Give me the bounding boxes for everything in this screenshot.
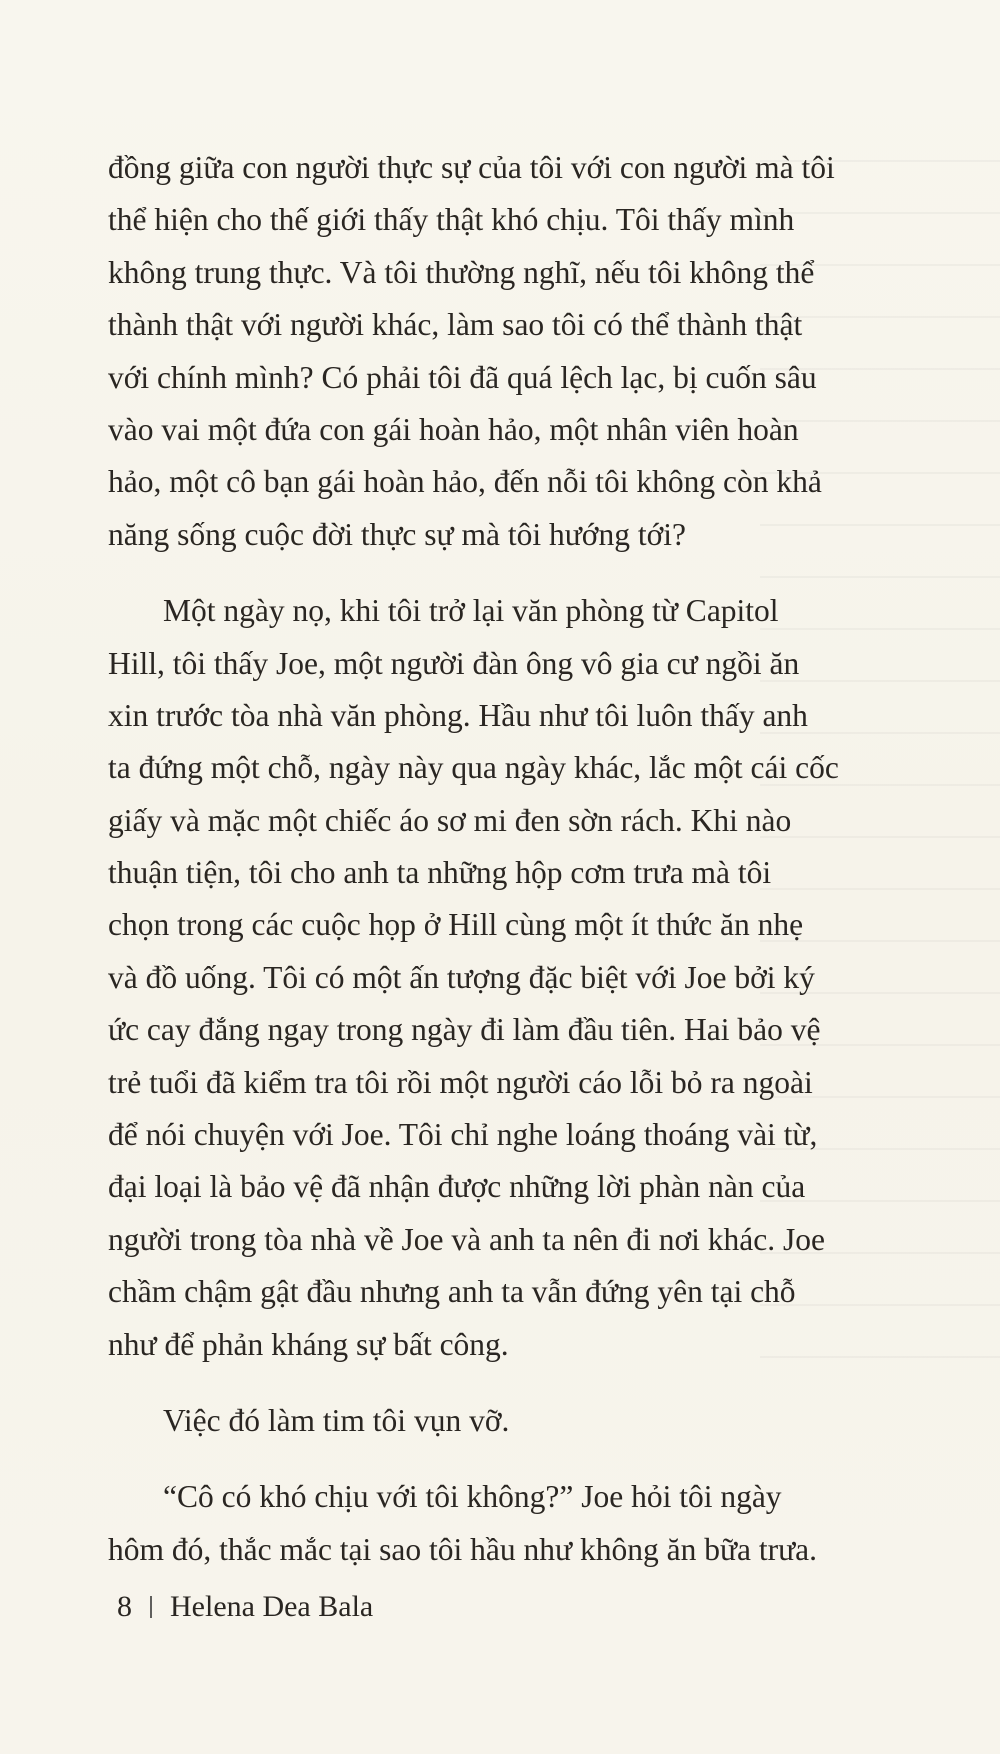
- paragraph-gap: [108, 561, 958, 585]
- text-line: thể hiện cho thế giới thấy thật khó chịu. Tôi thấy mình: [108, 202, 795, 238]
- text-line: hôm đó, thắc mắc tại sao tôi hầu như không ăn bữa trưa.: [108, 1531, 818, 1567]
- paragraph-continuation: [108, 142, 958, 561]
- text-line: để nói chuyện với Joe. Tôi chỉ nghe loáng thoáng vài từ,: [108, 1117, 818, 1153]
- text-line: không trung thực. Và tôi thường nghĩ, nếu tôi không thể: [108, 254, 815, 290]
- text-line: thuận tiện, tôi cho anh ta những hộp cơm trưa mà tôi: [108, 855, 772, 891]
- page-number: 8: [117, 1590, 132, 1623]
- text-line: Hill, tôi thấy Joe, một người đàn ông vô gia cư ngồi ăn: [108, 645, 800, 681]
- text-line: chọn trong các cuộc họp ở Hill cùng một ít thức ăn nhẹ: [108, 907, 804, 943]
- paragraph-joe: [108, 585, 958, 1371]
- paragraph-gap: [108, 1371, 958, 1395]
- text-line: chầm chậm gật đầu nhưng anh ta vẫn đứng yên tại chỗ: [108, 1274, 796, 1310]
- author-name: Helena Dea Bala: [170, 1590, 374, 1623]
- text-line: trẻ tuổi đã kiểm tra tôi rồi một người cáo lỗi bỏ ra ngoài: [108, 1064, 813, 1100]
- text-line: Việc đó làm tim tôi vụn vỡ.: [163, 1402, 510, 1438]
- paragraph-gap: [108, 1447, 958, 1471]
- paragraph-dialogue: [108, 1471, 958, 1576]
- footer-separator: [150, 1596, 152, 1618]
- text-line: vào vai một đứa con gái hoàn hảo, một nhân viên hoàn: [108, 411, 799, 447]
- text-line: năng sống cuộc đời thực sự mà tôi hướng tới?: [108, 516, 686, 552]
- page-footer: [117, 1590, 373, 1624]
- paragraph-heartbreak: [108, 1395, 958, 1447]
- body-text: [108, 142, 958, 1576]
- text-line: xin trước tòa nhà văn phòng. Hầu như tôi luôn thấy anh: [108, 697, 808, 733]
- text-line: thành thật với người khác, làm sao tôi có thể thành thật: [108, 307, 803, 343]
- text-line: ức cay đắng ngay trong ngày đi làm đầu tiên. Hai bảo vệ: [108, 1012, 821, 1048]
- text-line: người trong tòa nhà về Joe và anh ta nên đi nơi khác. Joe: [108, 1221, 825, 1257]
- text-line: đồng giữa con người thực sự của tôi với con người mà tôi: [108, 150, 835, 185]
- text-line: ta đứng một chỗ, ngày này qua ngày khác, lắc một cái cốc: [108, 750, 839, 786]
- text-line: như để phản kháng sự bất công.: [108, 1326, 509, 1362]
- text-line: hảo, một cô bạn gái hoàn hảo, đến nỗi tôi không còn khả: [108, 464, 822, 500]
- text-line: và đồ uống. Tôi có một ấn tượng đặc biệt với Joe bởi ký: [108, 959, 815, 995]
- text-line: Một ngày nọ, khi tôi trở lại văn phòng từ Capitol: [163, 593, 779, 629]
- text-line: đại loại là bảo vệ đã nhận được những lời phàn nàn của: [108, 1169, 806, 1205]
- text-line: giấy và mặc một chiếc áo sơ mi đen sờn rách. Khi nào: [108, 802, 792, 838]
- text-line: với chính mình? Có phải tôi đã quá lệch lạc, bị cuốn sâu: [108, 359, 817, 395]
- text-line: “Cô có khó chịu với tôi không?” Joe hỏi tôi ngày: [163, 1479, 782, 1515]
